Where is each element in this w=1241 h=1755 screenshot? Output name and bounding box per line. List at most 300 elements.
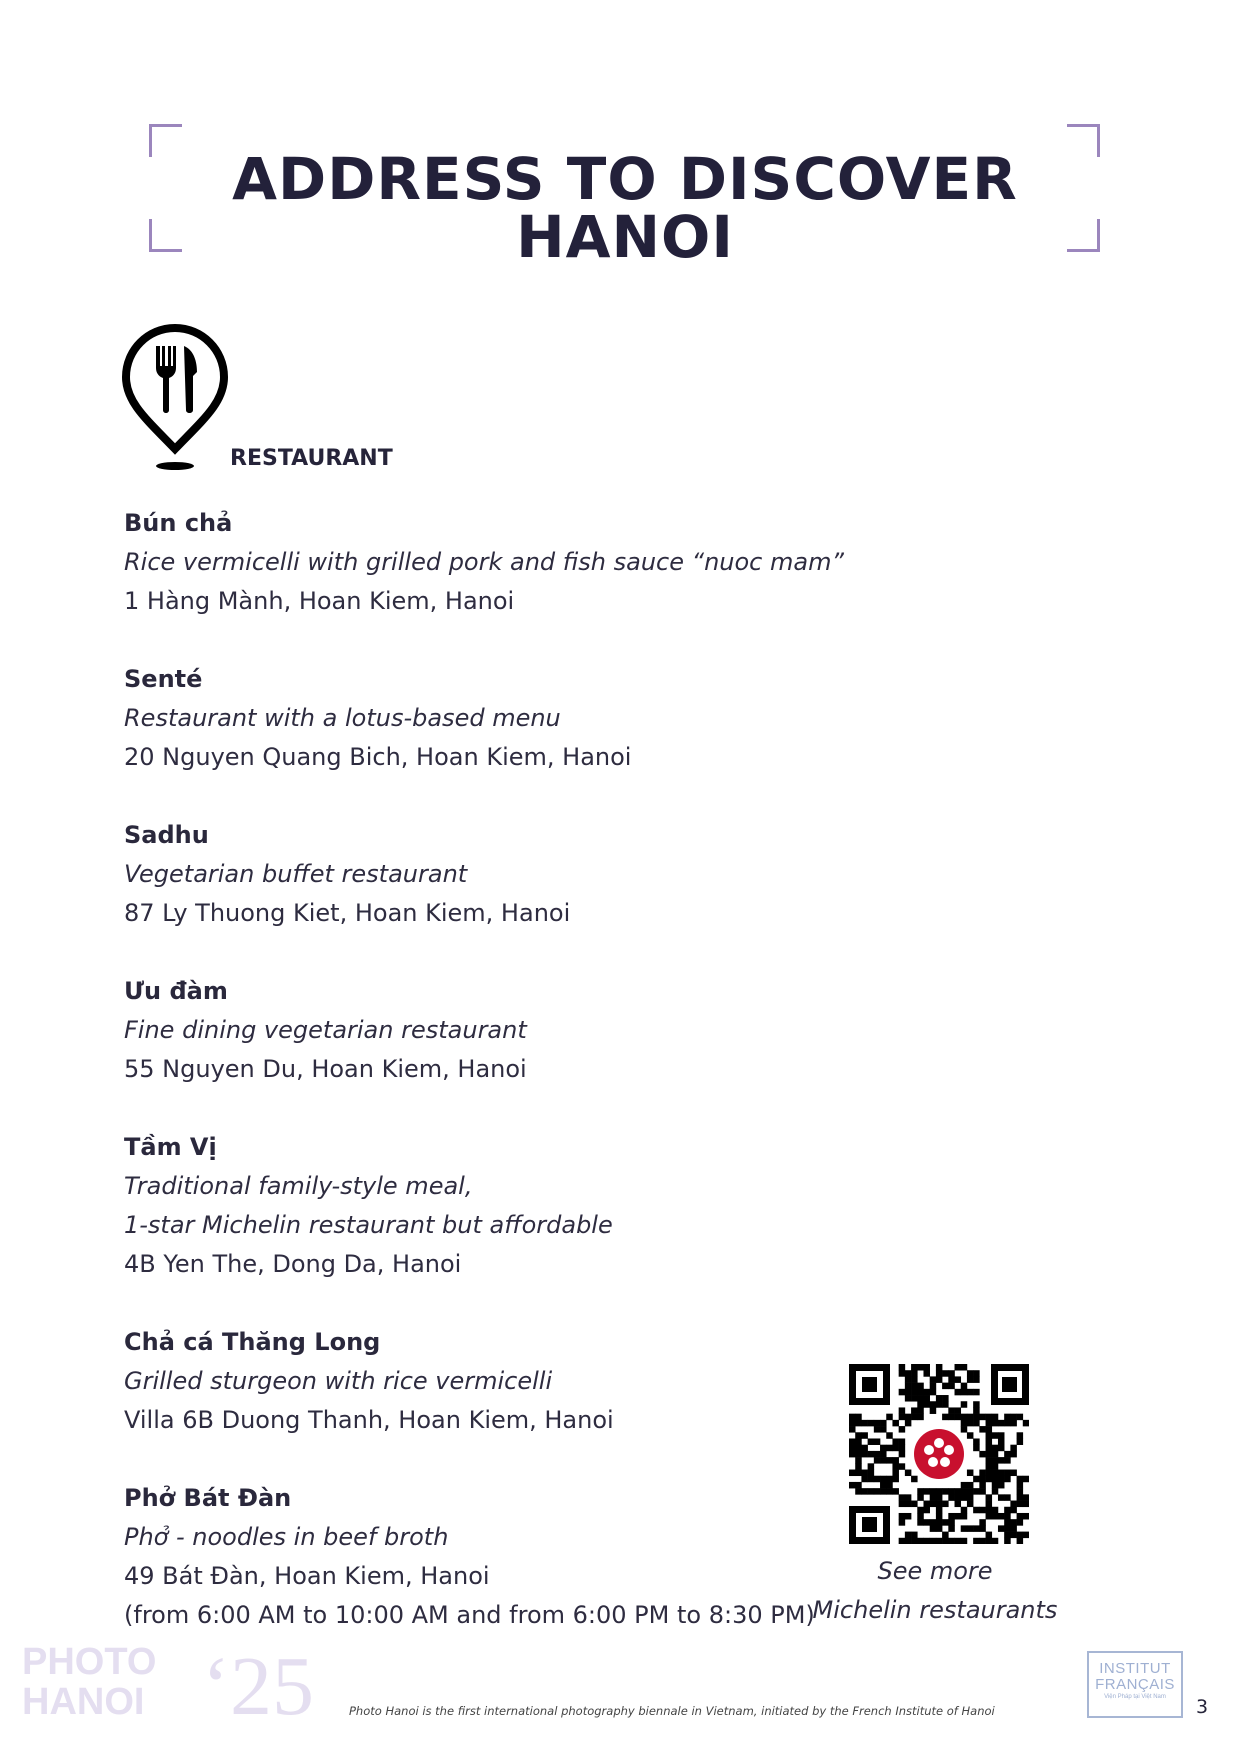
qr-module	[1004, 1532, 1011, 1539]
qr-module	[942, 1401, 949, 1408]
qr-module	[986, 1426, 993, 1433]
qr-module	[992, 1538, 999, 1544]
qr-module	[992, 1470, 999, 1477]
qr-module	[874, 1438, 881, 1445]
qr-module	[942, 1395, 949, 1402]
qr-module	[955, 1407, 962, 1414]
qr-module	[861, 1476, 868, 1483]
qr-module	[992, 1445, 999, 1452]
qr-module	[1017, 1476, 1024, 1483]
restaurant-address: 1 Hàng Mành, Hoan Kiem, Hanoi	[124, 587, 515, 615]
qr-module	[936, 1395, 943, 1402]
qr-module	[986, 1513, 993, 1520]
qr-module	[986, 1451, 993, 1458]
qr-caption-line2: Michelin restaurants	[812, 1596, 1058, 1624]
qr-module	[892, 1438, 899, 1445]
qr-module	[923, 1395, 930, 1402]
qr-module	[849, 1451, 856, 1458]
qr-module	[979, 1507, 986, 1514]
logo-line1: PHOTO	[22, 1642, 157, 1683]
qr-module	[1004, 1420, 1011, 1427]
qr-module	[930, 1407, 937, 1414]
qr-module	[861, 1451, 868, 1458]
qr-module	[917, 1401, 924, 1408]
qr-module	[973, 1401, 980, 1408]
qr-module	[992, 1432, 999, 1439]
qr-module	[905, 1370, 912, 1377]
restaurant-entry	[124, 1479, 814, 1635]
qr-module	[936, 1370, 943, 1377]
qr-module	[886, 1488, 893, 1495]
qr-module	[917, 1383, 924, 1390]
qr-module	[1010, 1519, 1017, 1526]
qr-module	[1023, 1476, 1029, 1483]
qr-module	[936, 1401, 943, 1408]
qr-module	[961, 1513, 968, 1520]
qr-module	[936, 1488, 943, 1495]
qr-module	[899, 1364, 906, 1371]
qr-module	[992, 1507, 999, 1514]
qr-module	[930, 1501, 937, 1508]
qr-module	[979, 1470, 986, 1477]
qr-module	[961, 1383, 968, 1390]
qr-module	[948, 1376, 955, 1383]
qr-module	[892, 1445, 899, 1452]
qr-module	[930, 1525, 937, 1532]
qr-module	[986, 1414, 993, 1421]
qr-module	[855, 1451, 862, 1458]
restaurant-description: Rice vermicelli with grilled pork and fish sauce “nuoc mam”	[124, 548, 844, 576]
qr-module	[998, 1476, 1005, 1483]
qr-module	[855, 1445, 862, 1452]
qr-module	[905, 1383, 912, 1390]
qr-module	[905, 1420, 912, 1427]
qr-module	[979, 1482, 986, 1489]
qr-module	[973, 1389, 980, 1396]
qr-module	[967, 1488, 974, 1495]
restaurant-address: 55 Nguyen Du, Hoan Kiem, Hanoi	[124, 1055, 527, 1083]
qr-module	[986, 1432, 993, 1439]
qr-module	[961, 1507, 968, 1514]
qr-module	[1004, 1507, 1011, 1514]
qr-module	[905, 1470, 912, 1477]
qr-module	[880, 1476, 887, 1483]
qr-module	[917, 1538, 924, 1544]
qr-module	[930, 1401, 937, 1408]
qr-module	[892, 1476, 899, 1483]
qr-module	[923, 1507, 930, 1514]
qr-module	[905, 1389, 912, 1396]
qr-module	[923, 1488, 930, 1495]
qr-module	[942, 1519, 949, 1526]
qr-module	[998, 1420, 1005, 1427]
restaurant-entry	[124, 972, 814, 1089]
qr-module	[961, 1401, 968, 1408]
qr-module	[967, 1370, 974, 1377]
qr-module	[961, 1494, 968, 1501]
qr-module	[973, 1420, 980, 1427]
qr-module	[1023, 1494, 1029, 1501]
qr-module	[861, 1432, 868, 1439]
restaurant-name: Bún chả	[124, 509, 233, 537]
qr-module	[905, 1513, 912, 1520]
qr-module	[930, 1389, 937, 1396]
restaurant-entry	[124, 1323, 814, 1440]
qr-module	[899, 1407, 906, 1414]
qr-module	[899, 1463, 906, 1470]
qr-module	[1004, 1414, 1011, 1421]
qr-module	[1017, 1432, 1024, 1439]
qr-module	[905, 1414, 912, 1421]
qr-module	[880, 1451, 887, 1458]
qr-module	[892, 1457, 899, 1464]
qr-module	[1004, 1525, 1011, 1532]
qr-module	[979, 1426, 986, 1433]
qr-module	[967, 1420, 974, 1427]
qr-module	[1017, 1538, 1024, 1544]
qr-module	[905, 1538, 912, 1544]
qr-module	[892, 1463, 899, 1470]
qr-module	[986, 1494, 993, 1501]
restaurant-description: Fine dining vegetarian restaurant	[124, 1016, 527, 1044]
qr-module	[948, 1513, 955, 1520]
qr-module	[917, 1507, 924, 1514]
michelin-qr-code[interactable]	[849, 1364, 1029, 1544]
qr-module	[1010, 1501, 1017, 1508]
qr-module	[911, 1532, 918, 1539]
qr-module	[986, 1457, 993, 1464]
qr-module	[868, 1451, 875, 1458]
qr-module	[1017, 1414, 1024, 1421]
qr-module	[973, 1407, 980, 1414]
qr-module	[986, 1445, 993, 1452]
qr-module	[874, 1476, 881, 1483]
photo-hanoi-logo	[22, 1642, 342, 1722]
institute-line3: Viện Pháp tại Việt Nam	[1104, 1694, 1166, 1700]
qr-module	[986, 1420, 993, 1427]
qr-module	[936, 1525, 943, 1532]
qr-module	[979, 1451, 986, 1458]
qr-module	[899, 1494, 906, 1501]
qr-module	[936, 1501, 943, 1508]
qr-module	[973, 1507, 980, 1514]
qr-module	[973, 1538, 980, 1544]
qr-module	[1004, 1538, 1011, 1544]
qr-module	[1023, 1501, 1029, 1508]
institute-line1: INSTITUT	[1099, 1660, 1171, 1677]
qr-module	[992, 1463, 999, 1470]
qr-module	[899, 1445, 906, 1452]
restaurant-pin-icon	[122, 324, 228, 472]
qr-module	[961, 1420, 968, 1427]
qr-module	[917, 1488, 924, 1495]
qr-module	[961, 1389, 968, 1396]
restaurant-description: Grilled sturgeon with rice vermicelli	[124, 1367, 553, 1395]
qr-module	[899, 1451, 906, 1458]
qr-module	[892, 1420, 899, 1427]
qr-module	[861, 1420, 868, 1427]
qr-module	[1010, 1470, 1017, 1477]
qr-module	[948, 1538, 955, 1544]
qr-module	[979, 1414, 986, 1421]
qr-module	[979, 1476, 986, 1483]
qr-module	[892, 1488, 899, 1495]
qr-module	[923, 1501, 930, 1508]
qr-module	[942, 1538, 949, 1544]
qr-module	[973, 1414, 980, 1421]
qr-module	[948, 1525, 955, 1532]
logo-year: ‘25	[202, 1642, 314, 1722]
qr-module	[955, 1389, 962, 1396]
restaurant-entry	[124, 660, 814, 777]
qr-module	[998, 1513, 1005, 1520]
qr-module	[917, 1414, 924, 1421]
qr-module	[930, 1538, 937, 1544]
qr-module	[998, 1445, 1005, 1452]
qr-module	[992, 1513, 999, 1520]
qr-module	[1010, 1507, 1017, 1514]
qr-module	[886, 1432, 893, 1439]
qr-module	[973, 1476, 980, 1483]
qr-module	[998, 1432, 1005, 1439]
qr-module	[911, 1370, 918, 1377]
qr-module	[967, 1482, 974, 1489]
qr-module	[1010, 1532, 1017, 1539]
qr-module	[948, 1519, 955, 1526]
qr-module	[998, 1494, 1005, 1501]
qr-module	[855, 1438, 862, 1445]
qr-module	[973, 1445, 980, 1452]
qr-module	[930, 1383, 937, 1390]
qr-module	[930, 1376, 937, 1383]
qr-code-image	[849, 1364, 1029, 1544]
qr-module	[874, 1451, 881, 1458]
qr-module	[961, 1426, 968, 1433]
qr-module	[936, 1507, 943, 1514]
restaurant-address: 4B Yen The, Dong Da, Hanoi	[124, 1250, 462, 1278]
qr-module	[911, 1476, 918, 1483]
qr-module	[1023, 1420, 1029, 1427]
qr-module	[874, 1426, 881, 1433]
qr-module	[979, 1538, 986, 1544]
qr-module	[967, 1376, 974, 1383]
qr-module	[905, 1501, 912, 1508]
qr-module	[1023, 1513, 1029, 1520]
qr-module	[892, 1470, 899, 1477]
page-number: 3	[1196, 1696, 1209, 1718]
qr-module	[886, 1476, 893, 1483]
qr-module	[1017, 1501, 1024, 1508]
qr-module	[1004, 1513, 1011, 1520]
qr-module	[998, 1470, 1005, 1477]
restaurant-entry	[124, 816, 814, 933]
qr-module	[1010, 1445, 1017, 1452]
qr-module	[874, 1488, 881, 1495]
qr-module	[911, 1376, 918, 1383]
qr-module	[973, 1488, 980, 1495]
qr-module	[1017, 1532, 1024, 1539]
qr-module	[855, 1414, 862, 1421]
qr-module	[849, 1470, 856, 1477]
qr-module	[880, 1420, 887, 1427]
qr-module	[998, 1438, 1005, 1445]
qr-module	[1023, 1532, 1029, 1539]
qr-module	[986, 1438, 993, 1445]
qr-module	[874, 1420, 881, 1427]
qr-module	[942, 1414, 949, 1421]
qr-module	[998, 1525, 1005, 1532]
qr-caption	[810, 1552, 1060, 1630]
qr-module	[911, 1395, 918, 1402]
qr-module	[855, 1420, 862, 1427]
qr-module	[868, 1463, 875, 1470]
qr-module	[911, 1414, 918, 1421]
qr-module	[911, 1407, 918, 1414]
qr-module	[849, 1438, 856, 1445]
qr-module	[861, 1470, 868, 1477]
qr-module	[948, 1370, 955, 1377]
restaurant-name: Ưu đàm	[124, 977, 228, 1005]
qr-module	[855, 1488, 862, 1495]
qr-module	[868, 1420, 875, 1427]
qr-module	[948, 1494, 955, 1501]
qr-module	[936, 1364, 943, 1371]
qr-module	[936, 1538, 943, 1544]
qr-module	[855, 1470, 862, 1477]
qr-module	[899, 1501, 906, 1508]
qr-module	[917, 1519, 924, 1526]
restaurant-name: Senté	[124, 665, 203, 693]
qr-module	[1004, 1476, 1011, 1483]
qr-module	[849, 1414, 856, 1421]
qr-module	[861, 1445, 868, 1452]
footer-tagline: Photo Hanoi is the first international photography biennale in Vietnam, initiated by the French Institute of Hanoi	[349, 1704, 995, 1718]
qr-module	[955, 1488, 962, 1495]
qr-module	[911, 1538, 918, 1544]
qr-module	[899, 1370, 906, 1377]
qr-module	[961, 1525, 968, 1532]
qr-module	[849, 1426, 856, 1433]
restaurant-address: 20 Nguyen Quang Bich, Hoan Kiem, Hanoi	[124, 743, 632, 771]
qr-module	[1017, 1482, 1024, 1489]
qr-module	[936, 1513, 943, 1520]
qr-module	[942, 1383, 949, 1390]
qr-module	[973, 1438, 980, 1445]
qr-module	[911, 1364, 918, 1371]
qr-module	[948, 1414, 955, 1421]
qr-module	[955, 1513, 962, 1520]
qr-module	[979, 1519, 986, 1526]
qr-module	[849, 1445, 856, 1452]
qr-module	[992, 1482, 999, 1489]
qr-module	[923, 1538, 930, 1544]
qr-module	[967, 1432, 974, 1439]
qr-module	[986, 1507, 993, 1514]
qr-module	[899, 1389, 906, 1396]
qr-module	[998, 1482, 1005, 1489]
qr-module	[917, 1513, 924, 1520]
institut-francais-logo	[1087, 1651, 1183, 1718]
qr-module	[961, 1538, 968, 1544]
qr-module	[948, 1407, 955, 1414]
qr-module	[948, 1383, 955, 1390]
qr-module	[955, 1538, 962, 1544]
qr-module	[917, 1364, 924, 1371]
qr-module	[899, 1538, 906, 1544]
qr-module	[967, 1470, 974, 1477]
restaurant-name: Chả cá Thăng Long	[124, 1328, 381, 1356]
qr-module	[967, 1501, 974, 1508]
section-label: RESTAURANT	[230, 446, 393, 471]
qr-module	[917, 1389, 924, 1396]
qr-module	[917, 1395, 924, 1402]
qr-module	[855, 1463, 862, 1470]
qr-module	[1010, 1420, 1017, 1427]
restaurant-hours: (from 6:00 AM to 10:00 AM and from 6:00 PM to 8:30 PM)	[124, 1601, 815, 1629]
qr-module	[936, 1519, 943, 1526]
qr-module	[992, 1476, 999, 1483]
qr-module	[905, 1376, 912, 1383]
qr-module	[961, 1488, 968, 1495]
qr-module	[986, 1538, 993, 1544]
qr-module	[899, 1519, 906, 1526]
qr-module	[973, 1370, 980, 1377]
qr-module	[1017, 1438, 1024, 1445]
qr-module	[992, 1420, 999, 1427]
qr-module	[880, 1445, 887, 1452]
qr-module	[967, 1414, 974, 1421]
qr-module	[923, 1519, 930, 1526]
qr-module	[955, 1414, 962, 1421]
qr-module	[911, 1389, 918, 1396]
qr-module	[1004, 1519, 1011, 1526]
qr-module	[923, 1401, 930, 1408]
qr-module	[855, 1457, 862, 1464]
qr-module	[868, 1488, 875, 1495]
qr-module	[1017, 1494, 1024, 1501]
qr-module	[992, 1451, 999, 1458]
qr-module	[911, 1501, 918, 1508]
qr-module	[1017, 1488, 1024, 1495]
qr-module	[973, 1376, 980, 1383]
qr-module	[899, 1438, 906, 1445]
qr-module	[973, 1525, 980, 1532]
qr-module	[1010, 1451, 1017, 1458]
qr-module	[849, 1420, 856, 1427]
qr-module	[899, 1426, 906, 1433]
qr-module	[992, 1457, 999, 1464]
restaurant-address: 49 Bát Đàn, Hoan Kiem, Hanoi	[124, 1562, 490, 1590]
qr-module	[948, 1488, 955, 1495]
qr-module	[955, 1376, 962, 1383]
restaurant-description: Restaurant with a lotus-based menu	[124, 704, 561, 732]
restaurant-address: Villa 6B Duong Thanh, Hoan Kiem, Hanoi	[124, 1406, 614, 1434]
qr-module	[936, 1494, 943, 1501]
qr-module	[923, 1389, 930, 1396]
qr-module	[1017, 1513, 1024, 1520]
qr-module	[911, 1383, 918, 1390]
qr-module	[955, 1364, 962, 1371]
qr-module	[967, 1525, 974, 1532]
qr-module	[1004, 1470, 1011, 1477]
qr-module	[880, 1482, 887, 1489]
qr-module	[986, 1501, 993, 1508]
restaurant-entry	[124, 1128, 814, 1284]
qr-module	[1010, 1414, 1017, 1421]
restaurant-description: Vegetarian buffet restaurant	[124, 860, 468, 888]
restaurant-name: Phở Bát Đàn	[124, 1484, 292, 1512]
qr-module	[855, 1482, 862, 1489]
